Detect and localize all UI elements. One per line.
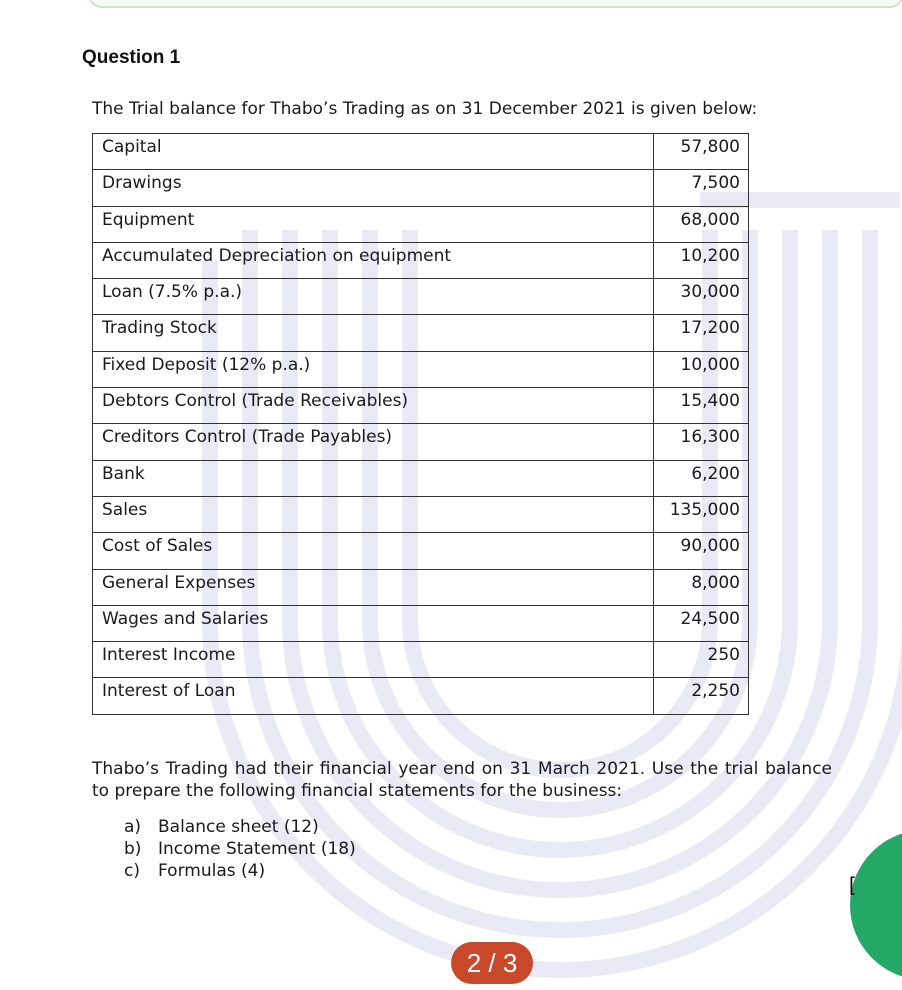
- instructions-paragraph: Thabo’s Trading had their financial year end on 31 March 2021. Use the trial balance to prepare the following financial statements for the business:: [92, 759, 832, 801]
- table-row: [93, 388, 749, 424]
- table-row: [93, 424, 749, 460]
- table-row: [93, 206, 749, 242]
- account-name-cell: Fixed Deposit (12% p.a.): [93, 351, 654, 387]
- table-row: [93, 315, 749, 351]
- amount-cell: 135,000: [654, 496, 749, 532]
- account-name-cell: Trading Stock: [93, 315, 654, 351]
- amount-cell: 90,000: [654, 533, 749, 569]
- table-row: [93, 134, 749, 170]
- amount-cell: 7,500: [654, 170, 749, 206]
- amount-cell: 10,000: [654, 351, 749, 387]
- task-marker: a): [124, 817, 142, 837]
- account-name-cell: Interest of Loan: [93, 678, 654, 714]
- amount-cell: 68,000: [654, 206, 749, 242]
- amount-cell: 17,200: [654, 315, 749, 351]
- table-row: [93, 605, 749, 641]
- amount-cell: 57,800: [654, 134, 749, 170]
- question-title: Question 1: [82, 47, 181, 68]
- account-name-cell: Capital: [93, 134, 654, 170]
- table-row: [93, 496, 749, 532]
- edge-bracket-glyph: [: [846, 873, 859, 897]
- question-intro: The Trial balance for Thabo’s Trading as on 31 December 2021 is given below:: [92, 99, 758, 119]
- account-name-cell: Equipment: [93, 206, 654, 242]
- table-row: [93, 351, 749, 387]
- account-name-cell: Debtors Control (Trade Receivables): [93, 388, 654, 424]
- account-name-cell: Interest Income: [93, 642, 654, 678]
- amount-cell: 8,000: [654, 569, 749, 605]
- task-item: [124, 838, 356, 860]
- table-row: [93, 533, 749, 569]
- account-name-cell: Wages and Salaries: [93, 605, 654, 641]
- page-indicator-badge[interactable]: 2 / 3: [451, 942, 533, 984]
- table-row: [93, 678, 749, 714]
- amount-cell: 24,500: [654, 605, 749, 641]
- account-name-cell: Creditors Control (Trade Payables): [93, 424, 654, 460]
- table-row: [93, 460, 749, 496]
- top-panel-edge: [88, 0, 902, 8]
- task-label: Income Statement (18): [158, 839, 356, 859]
- table-row: [93, 242, 749, 278]
- floating-action-button[interactable]: [850, 830, 902, 980]
- amount-cell: 30,000: [654, 279, 749, 315]
- task-list: [124, 816, 356, 882]
- table-row: [93, 642, 749, 678]
- amount-cell: 15,400: [654, 388, 749, 424]
- task-item: [124, 860, 356, 882]
- amount-cell: 2,250: [654, 678, 749, 714]
- amount-cell: 250: [654, 642, 749, 678]
- amount-cell: 16,300: [654, 424, 749, 460]
- amount-cell: 6,200: [654, 460, 749, 496]
- account-name-cell: Sales: [93, 496, 654, 532]
- task-item: [124, 816, 356, 838]
- table-row: [93, 279, 749, 315]
- task-marker: c): [124, 861, 140, 881]
- account-name-cell: Loan (7.5% p.a.): [93, 279, 654, 315]
- table-row: [93, 569, 749, 605]
- account-name-cell: Bank: [93, 460, 654, 496]
- trial-balance-table: [92, 133, 749, 715]
- task-marker: b): [124, 839, 142, 859]
- account-name-cell: Cost of Sales: [93, 533, 654, 569]
- account-name-cell: Accumulated Depreciation on equipment: [93, 242, 654, 278]
- account-name-cell: General Expenses: [93, 569, 654, 605]
- account-name-cell: Drawings: [93, 170, 654, 206]
- task-label: Formulas (4): [158, 861, 266, 881]
- amount-cell: 10,200: [654, 242, 749, 278]
- table-row: [93, 170, 749, 206]
- task-label: Balance sheet (12): [158, 817, 319, 837]
